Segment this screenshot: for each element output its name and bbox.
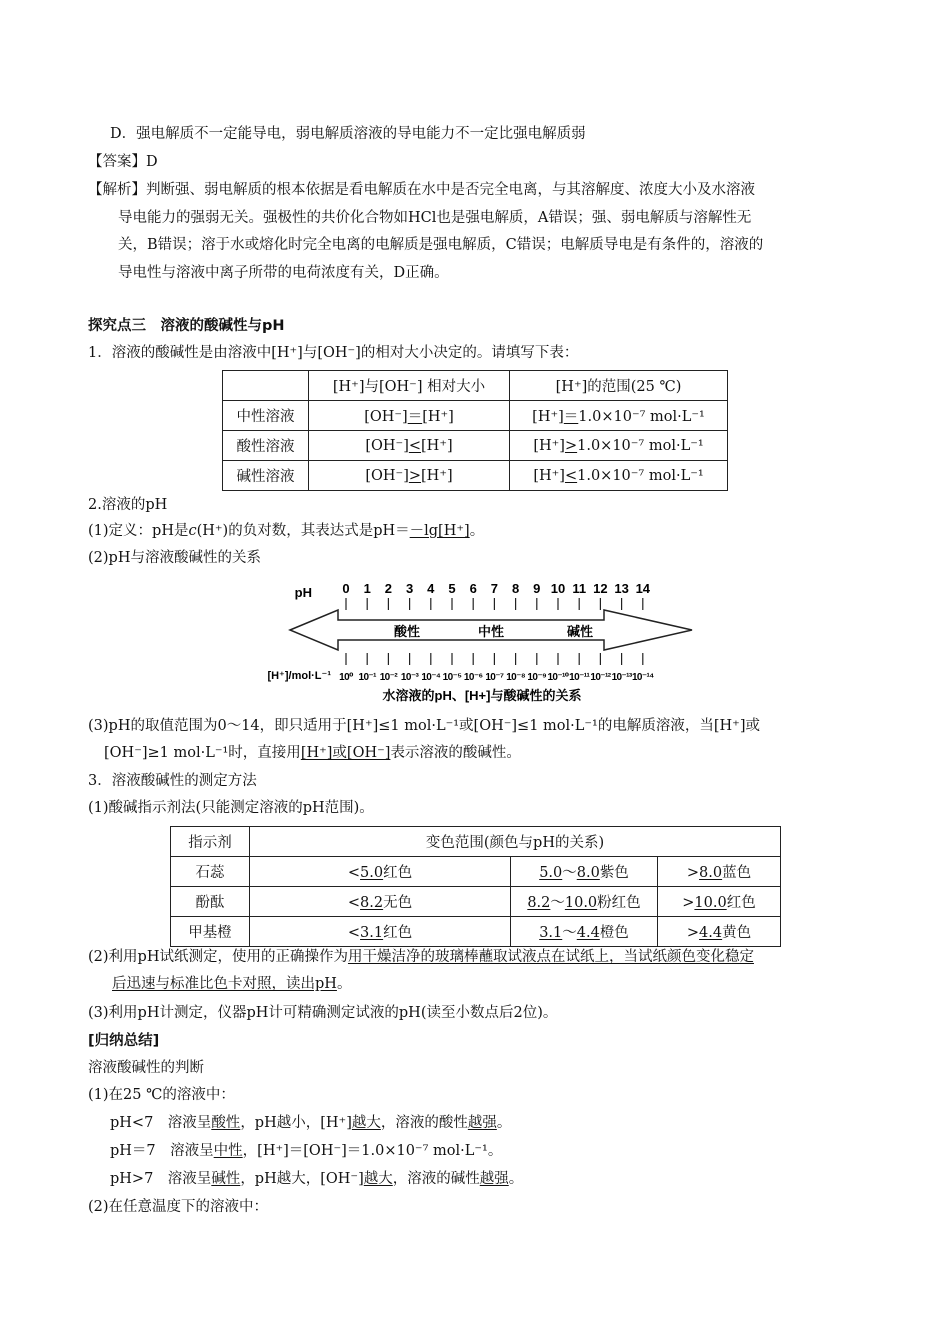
table-row [223, 431, 728, 461]
mid-range-cell: 8.2～10.0粉红色 [511, 887, 658, 917]
row-label: 中性溶液 [223, 401, 309, 431]
indicator-name: 甲基橙 [171, 917, 250, 947]
low-range-cell: <3.1红色 [250, 917, 511, 947]
range-line-1: (3)pH的取值范围为0～14，即只适用于[H⁺]≤1 mol·L⁻¹或[OH⁻]≤1 mol·L⁻¹的电解质溶液，当[H⁺]或 [88, 718, 760, 734]
mid-range-cell: 3.1～4.4橙色 [511, 917, 658, 947]
table-header-cell [223, 371, 309, 401]
table-header-cell: 指示剂 [171, 827, 250, 857]
high-range-cell: >8.0蓝色 [658, 857, 781, 887]
ph-tick-label: 2 [384, 581, 393, 596]
paragraph-1: 1．溶液的酸碱性是由溶液中[H⁺]与[OH⁻]的相对大小决定的。请填写下表： [88, 345, 579, 361]
ph-tick-label: 4 [427, 581, 435, 596]
table-header-cell: [H⁺]的范围(25 ℃) [510, 371, 728, 401]
h-tick-label: 10⁻¹² [590, 672, 611, 683]
indicator-name: 石蕊 [171, 857, 250, 887]
neutral-label: 中性 [477, 624, 505, 639]
ph-tick-label: 11 [572, 581, 587, 596]
ph-paper-line-1: (2)利用pH试纸测定，使用的正确操作为用干燥洁净的玻璃棒蘸取试液点在试纸上，当试纸颜色变化稳定 [88, 949, 754, 965]
table-header-cell: 变色范围(颜色与pH的关系) [250, 827, 781, 857]
ph-greater-than-7: pH>7 溶液呈碱性，pH越大，[OH⁻]越大，溶液的碱性越强。 [110, 1171, 524, 1187]
h-tick-label: 10⁻¹¹ [569, 672, 590, 683]
h-axis-label: [H⁺]/mol·L⁻¹ [267, 670, 331, 682]
paragraph-2: 2.溶液的pH [88, 497, 168, 513]
h-tick-label: 10⁻¹⁰ [547, 672, 569, 683]
acidity-table [222, 370, 728, 491]
h-tick-label: 10⁻⁴ [421, 672, 441, 683]
ph-tick-label: 7 [490, 581, 499, 596]
range-cell: [H⁺]＝1.0×10⁻⁷ mol·L⁻¹ [510, 401, 728, 431]
indicator-table [170, 826, 781, 947]
ph-tick-label: 5 [448, 581, 456, 596]
acidic-label: 酸性 [393, 624, 421, 639]
relation-cell: [OH⁻]<[H⁺] [309, 431, 510, 461]
ph-tick-label: 14 [635, 581, 651, 596]
high-range-cell: >4.4黄色 [658, 917, 781, 947]
ph-tick-label: 6 [469, 581, 477, 596]
definition-line: (1)定义：pH是c(H⁺)的负对数，其表达式是pH＝－lg[H⁺]。 [88, 523, 485, 539]
table-row [171, 887, 781, 917]
summary-point-1: (1)在25 ℃的溶液中： [88, 1087, 235, 1103]
h-tick-label: 10⁻² [379, 672, 398, 683]
ph-tick-label: 9 [533, 581, 541, 596]
ph-meter-line: (3)利用pH计测定，仪器pH计可精确测定试液的pH(读至小数点后2位)。 [88, 1005, 558, 1021]
table-header-row [223, 371, 728, 401]
table-header-row [171, 827, 781, 857]
range-line-2: [OH⁻]≥1 mol·L⁻¹时，直接用[H⁺]或[OH⁻]表示溶液的酸碱性。 [104, 745, 521, 761]
answer: 【答案】D [88, 154, 158, 170]
summary-subtitle: 溶液酸碱性的判断 [88, 1060, 204, 1076]
ph-axis-label: pH [294, 585, 312, 600]
h-tick-label: 10⁻¹ [358, 672, 376, 683]
h-tick-label: 10⁻¹⁴ [631, 672, 654, 683]
relation-title: (2)pH与溶液酸碱性的关系 [88, 550, 261, 566]
row-label: 酸性溶液 [223, 431, 309, 461]
relation-cell: [OH⁻]>[H⁺] [309, 461, 510, 491]
h-tick-label: 10⁻¹³ [611, 672, 632, 683]
mid-range-cell: 5.0～8.0紫色 [511, 857, 658, 887]
ph-tick-label: 3 [405, 581, 414, 596]
indicator-name: 酚酞 [171, 887, 250, 917]
ph-tick-label: 0 [342, 581, 350, 596]
h-tick-label: 10⁻⁶ [463, 672, 483, 683]
figure-caption: 水溶液的pH、[H+]与酸碱性的关系 [382, 688, 582, 703]
range-cell: [H⁺]<1.0×10⁻⁷ mol·L⁻¹ [510, 461, 728, 491]
row-label: 碱性溶液 [223, 461, 309, 491]
relation-cell: [OH⁻]＝[H⁺] [309, 401, 510, 431]
table-row [223, 461, 728, 491]
ph-tick-label: 8 [511, 581, 520, 596]
ph-tick-label: 13 [614, 581, 629, 596]
low-range-cell: <5.0红色 [250, 857, 511, 887]
ph-less-than-7: pH<7 溶液呈酸性，pH越小，[H⁺]越大，溶液的酸性越强。 [110, 1115, 512, 1131]
table-row [171, 917, 781, 947]
table-row [223, 401, 728, 431]
h-tick-label: 10⁰ [339, 672, 353, 683]
analysis-line-3: 关，B错误；溶于水或熔化时完全电离的电解质是强电解质，C错误；电解质导电是有条件的，溶液的 [118, 237, 764, 253]
h-tick-label: 10⁻⁵ [442, 672, 462, 683]
h-tick-label: 10⁻³ [400, 672, 419, 683]
analysis-line-4: 导电性与溶液中离子所带的电荷浓度有关，D正确。 [118, 265, 449, 281]
ph-equal-7: pH＝7 溶液呈中性，[H⁺]＝[OH⁻]＝1.0×10⁻⁷ mol·L⁻¹。 [110, 1143, 503, 1159]
option-d: D．强电解质不一定能导电，弱电解质溶液的导电能力不一定比强电解质弱 [110, 126, 586, 142]
ph-tick-label: 12 [593, 581, 608, 596]
section-heading: 探究点三 溶液的酸碱性与pH [88, 318, 285, 334]
basic-label: 碱性 [566, 624, 594, 639]
table-header-cell: [H⁺]与[OH⁻] 相对大小 [309, 371, 510, 401]
paragraph-3: 3．溶液酸碱性的测定方法 [88, 773, 257, 789]
h-tick-label: 10⁻⁹ [527, 672, 547, 683]
ph-scale-figure [250, 576, 700, 708]
analysis-line-1: 【解析】判断强、弱电解质的根本依据是看电解质在水中是否完全电离，与其溶解度、浓度大小及水溶液 [88, 182, 755, 198]
h-tick-label: 10⁻⁸ [506, 672, 525, 683]
summary-point-2: (2)在任意温度下的溶液中： [88, 1199, 269, 1215]
indicator-title: (1)酸碱指示剂法(只能测定溶液的pH范围)。 [88, 800, 374, 816]
analysis-line-2: 导电能力的强弱无关。强极性的共价化合物如HCl也是强电解质，A错误；强、弱电解质与溶解性无 [118, 210, 752, 226]
ph-tick-label: 10 [550, 581, 566, 596]
high-range-cell: >10.0红色 [658, 887, 781, 917]
table-row [171, 857, 781, 887]
ph-paper-line-2: 后迅速与标准比色卡对照，读出pH。 [112, 976, 352, 992]
low-range-cell: <8.2无色 [250, 887, 511, 917]
ph-tick-label: 1 [363, 581, 371, 596]
h-tick-label: 10⁻⁷ [485, 672, 504, 683]
summary-heading: [归纳总结] [88, 1033, 160, 1049]
range-cell: [H⁺]>1.0×10⁻⁷ mol·L⁻¹ [510, 431, 728, 461]
